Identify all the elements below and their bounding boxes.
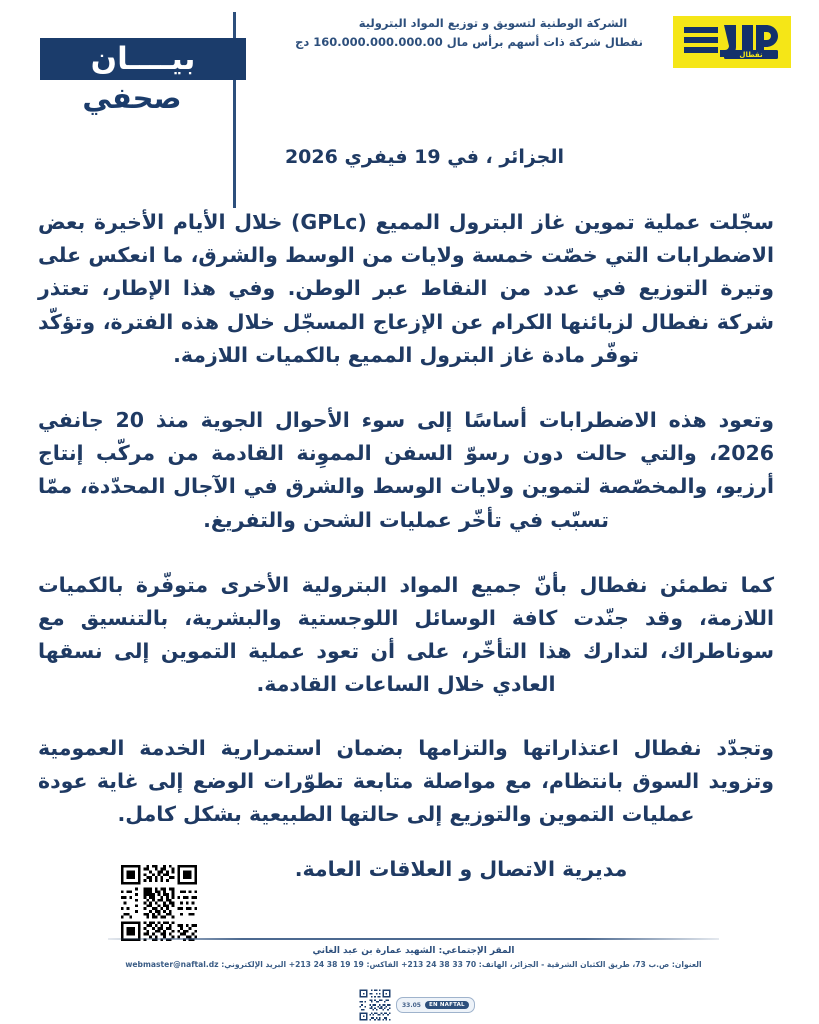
body-paragraph-1: سجّلت عملية تموين غاز البترول المميع (GPLc) خلال الأيام الأخيرة بعض الاضطرابات التي خصّت خمسة ولايات من الوسط والشرق، ما انعكس على وتيرة التوزيع في عدد من النقاط عبر الوطن. وفي هذا الإطار، تعتذر شركة نفطال لزبائنها الكرام عن الإزعاج المسجّل خلال هذه الفترة، وتؤكّد توفّر مادة غاز البترول المميع بالكميات اللازمة.: [38, 210, 774, 367]
qr-code[interactable]: [118, 862, 200, 944]
body-paragraph-3: كما تطمئن نفطال بأنّ جميع المواد البترولية الأخرى متوفّرة بالكميات اللازمة، وقد جنّدت كافة الوسائل اللوجستية والبشرية، بالتنسيق مع سوناطراك، لتدارك هذا التأخّر، على أن تعود عملية التموين إلى نسقها العادي خلال الساعات القادمة.: [38, 572, 774, 697]
press-release-banner: [40, 38, 246, 115]
naftal-logo: [673, 16, 791, 68]
banner-subtitle: صحفي: [82, 81, 182, 115]
social-media-badge[interactable]: [396, 997, 475, 1013]
footer-phone-label: الهاتف:: [478, 959, 508, 969]
body-paragraph-2: وتعود هذه الاضطرابات أساسًا إلى سوء الأحوال الجوية منذ 20 جانفي 2026، والتي حالت دون رسوّ السفن المموِنة القادمة من مركّب إنتاج أرزيو، والمخصّصة لتموين ولايات الوسط والشرق في الآجال المحدّدة، ممّا تسبّب في تأخّر عمليات الشحن والتفريغ.: [38, 408, 774, 532]
social-badge-count: 33.05: [402, 1001, 421, 1009]
document-footer: [108, 938, 719, 970]
footer-address-label: العنوان:: [671, 959, 702, 969]
document-header: [0, 0, 819, 140]
company-identity: [295, 14, 643, 52]
company-name-line: الشركة الوطنية لتسويق و توزيع المواد البترولية: [358, 16, 628, 30]
banner-title: بيــــان: [40, 38, 246, 80]
qr-code[interactable]: [358, 988, 392, 1022]
footer-headquarters: المقر الإجتماعي: الشهيد عمارة بن عبد الغاني: [312, 946, 515, 956]
signoff-department: مديرية الاتصال و العلاقات العامة.: [294, 857, 628, 882]
footer-email-label: البريد الإلكتروني:: [221, 959, 287, 969]
dateline: الجزائر ، في 19 فيفري 2026: [284, 146, 564, 168]
footer-email-value[interactable]: webmaster@naftal.dz: [125, 959, 219, 969]
footer-fax-value: +213 24 38 19 19: [288, 959, 364, 969]
footer-contact-line: [108, 959, 719, 971]
document-body: [38, 206, 774, 881]
footer-phone-value: +213 24 38 33 70: [401, 959, 477, 969]
footer-address-value: ص.ب 73، طريق الكثبان الشرقية - الجزائر،: [509, 959, 670, 969]
company-capital-line: نفطال شركة ذات أسهم برأس مال 160.000.000.000.00 دج: [295, 34, 643, 49]
svg-text:نفطال: نفطال: [739, 51, 763, 59]
body-paragraph-4: وتجدّد نفطال اعتذاراتها والتزامها بضمان استمرارية الخدمة العمومية وتزويد السوق بانتظام، مع مواصلة متابعة تطوّرات الوضع إلى غاية عودة عمليات التموين والتوزيع إلى حالتها الطبيعية بشكل كامل.: [38, 735, 774, 827]
footer-fax-label: الفاكس:: [366, 959, 399, 969]
footer-divider: [108, 938, 719, 940]
social-badge-label: EN NAFTAL: [425, 1001, 469, 1009]
